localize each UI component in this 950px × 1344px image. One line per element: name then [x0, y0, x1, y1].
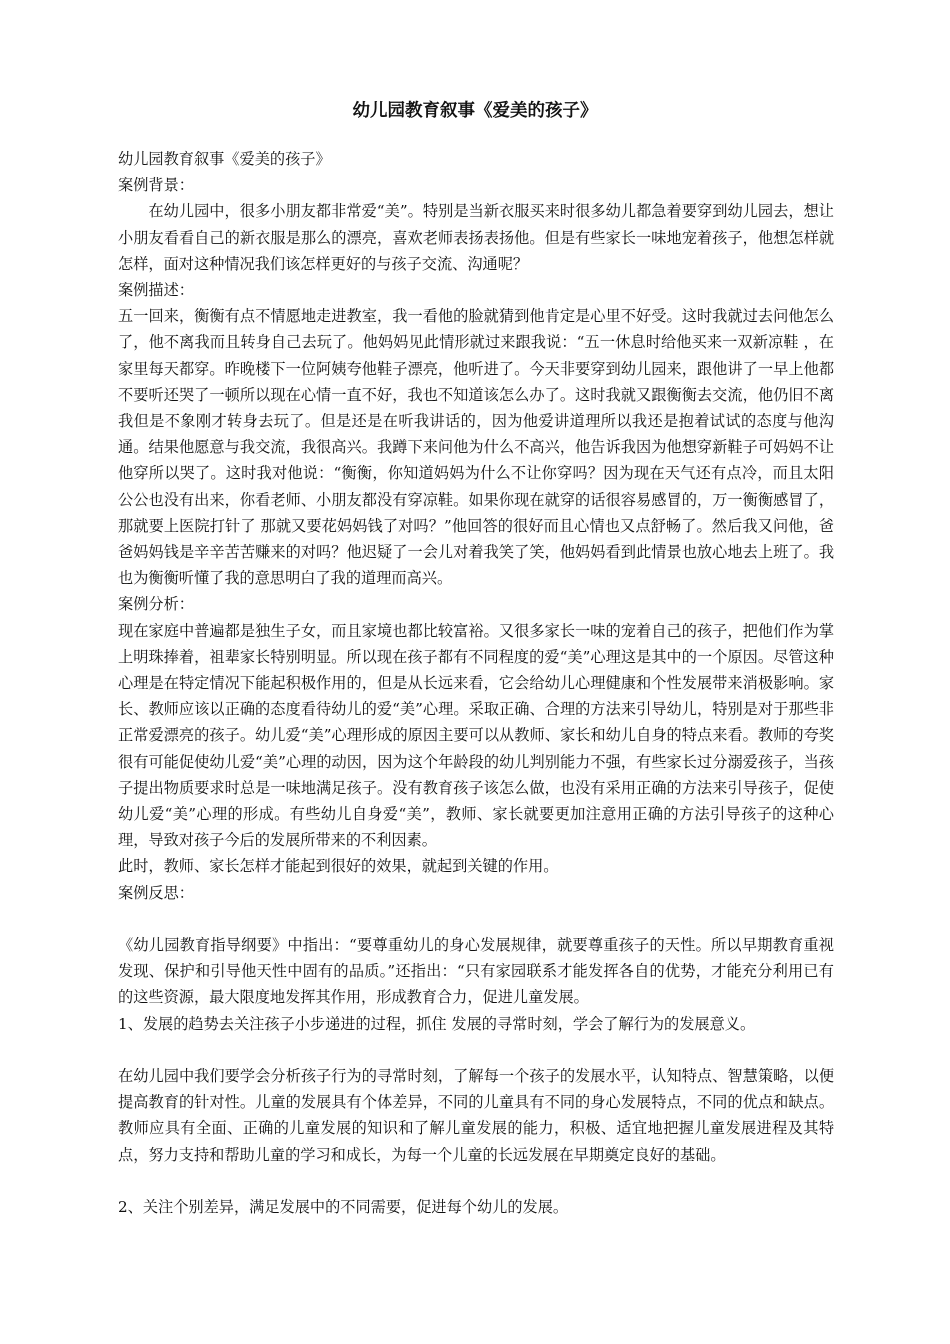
point-1-paragraph: 在幼儿园中我们要学会分析孩子行为的寻常时刻，了解每一个孩子的发展水平，认知特点、智慧策略，以便提高教育的针对性。儿童的发展具有个体差异，不同的儿童具有不同的身心发展特点，不同的优点和缺点。教师应具有全面、正确的儿童发展的知识和了解儿童发展的能力，积极、适宜地把握儿童发展进程及其特点，努力支持和帮助儿童的学习和成长，为每一个儿童的长远发展在早期奠定良好的基础。 — [118, 1067, 834, 1164]
document-body — [118, 146, 834, 1220]
document-title: 幼儿园教育叙事《爱美的孩子》 — [352, 101, 598, 121]
analysis-paragraph: 现在家庭中普遍都是独生子女，而且家境也都比较富裕。又很多家长一味的宠着自己的孩子，把他们作为掌上明珠捧着，祖辈家长特别明显。所以现在孩子都有不同程度的爱“美”心理这是其中的一个原因。尽管这种心理是在特定情况下能起积极作用的，但是从长远来看，它会给幼儿心理健康和个性发展带来消极影响。家长、教师应该以正确的态度看待幼儿的爱“美”心理。采取正确、合理的方法来引导幼儿，特别是对于那些非正常爱漂亮的孩子。幼儿爱“美”心理形成的原因主要可以从教师、家长和幼儿自身的特点来看。教师的夸奖很有可能促使幼儿爱“美”心理的动因，因为这个年龄段的幼儿判别能力不强，有些家长过分溺爱孩子，当孩子提出物质要求时总是一味地满足孩子。没有教育孩子该怎么做，也没有采用正确的方法来引导孩子，促使幼儿爱“美”心理的形成。有些幼儿自身爱“美”，教师、家长就要更加注意用正确的方法引导孩子的这种心理，导致对孩子今后的发展所带来的不利因素。 — [118, 621, 834, 850]
reflection-heading: 案例反思： — [118, 883, 194, 902]
background-paragraph: 在幼儿园中，很多小朋友都非常爱“美”。特别是当新衣服买来时很多幼儿都急着要穿到幼儿园去，想让小朋友看看自己的新衣服是那么的漂亮，喜欢老师表扬表扬他。但是有些家长一味地宠着孩子，他想怎样就怎样，面对这种情况我们该怎样更好的与孩子交流、沟通呢？ — [118, 202, 834, 273]
document-subtitle: 幼儿园教育叙事《爱美的孩子》 — [118, 150, 331, 168]
blank-line — [118, 906, 834, 932]
point-1-heading: 1、发展的趋势去关注孩子小步递进的过程，抓住 发展的寻常时刻，学会了解行为的发展意义。 — [118, 1014, 756, 1033]
description-paragraph: 五一回来，衡衡有点不情愿地走进教室，我一看他的脸就猜到他肯定是心里不好受。这时我就过去问他怎么了，他不离我而且转身自己去玩了。他妈妈见此情形就过来跟我说：“五一休息时给他买来一双新凉鞋 ，在家里每天都穿。昨晚楼下一位阿姨夸他鞋子漂亮，他听进了。今天非要穿到幼儿园来，跟他讲了一早上他都不要听还哭了一顿所以现在心情一直不好，我也不知道该怎么办了。这时我就又跟衡衡去交流，他仍旧不离我但是不象刚才转身去玩了。但是还是在听我讲话的，因为他爱讲道理所以我还是抱着试试的态度与他沟通。结果他愿意与我交流，我很高兴。我蹲下来问他为什么不高兴，他告诉我因为他想穿新鞋子可妈妈不让他穿所以哭了。这时我对他说：“衡衡，你知道妈妈为什么不让你穿吗？因为现在天气还有点冷，而且太阳公公也没有出来，你看老师、小朋友都没有穿凉鞋。如果你现在就穿的话很容易感冒的，万一衡衡感冒了，那就要上医院打针了 那就又要花妈妈钱了对吗？”他回答的很好而且心情也又点舒畅了。然后我又问他，爸爸妈妈钱是辛辛苦苦赚来的对吗？他迟疑了一会儿对着我笑了笑，他妈妈看到此情景也放心地去上班了。我也为衡衡听懂了我的意思明白了我的道理而高兴。 — [118, 307, 834, 588]
analysis-heading: 案例分析： — [118, 595, 194, 614]
reflection-paragraph: 《幼儿园教育指导纲要》中指出：“要尊重幼儿的身心发展规律，就要尊重孩子的天性。所以早期教育重视发现、保护和引导他天性中固有的品质。”还指出：“只有家园联系才能发挥各自的优势，才能充分利用已有的这些资源，最大限度地发挥其作用，形成教育合力，促进儿童发展。 — [118, 936, 834, 1007]
blank-line — [118, 1168, 834, 1194]
blank-line — [118, 1037, 834, 1063]
description-heading: 案例描述： — [118, 281, 194, 300]
analysis-note: 此时，教师、家长怎样才能起到很好的效果，就起到关键的作用。 — [118, 857, 559, 876]
background-heading: 案例背景： — [118, 176, 194, 195]
point-2-heading: 2、关注个别差异，满足发展中的不同需要，促进每个幼儿的发展。 — [118, 1198, 569, 1217]
